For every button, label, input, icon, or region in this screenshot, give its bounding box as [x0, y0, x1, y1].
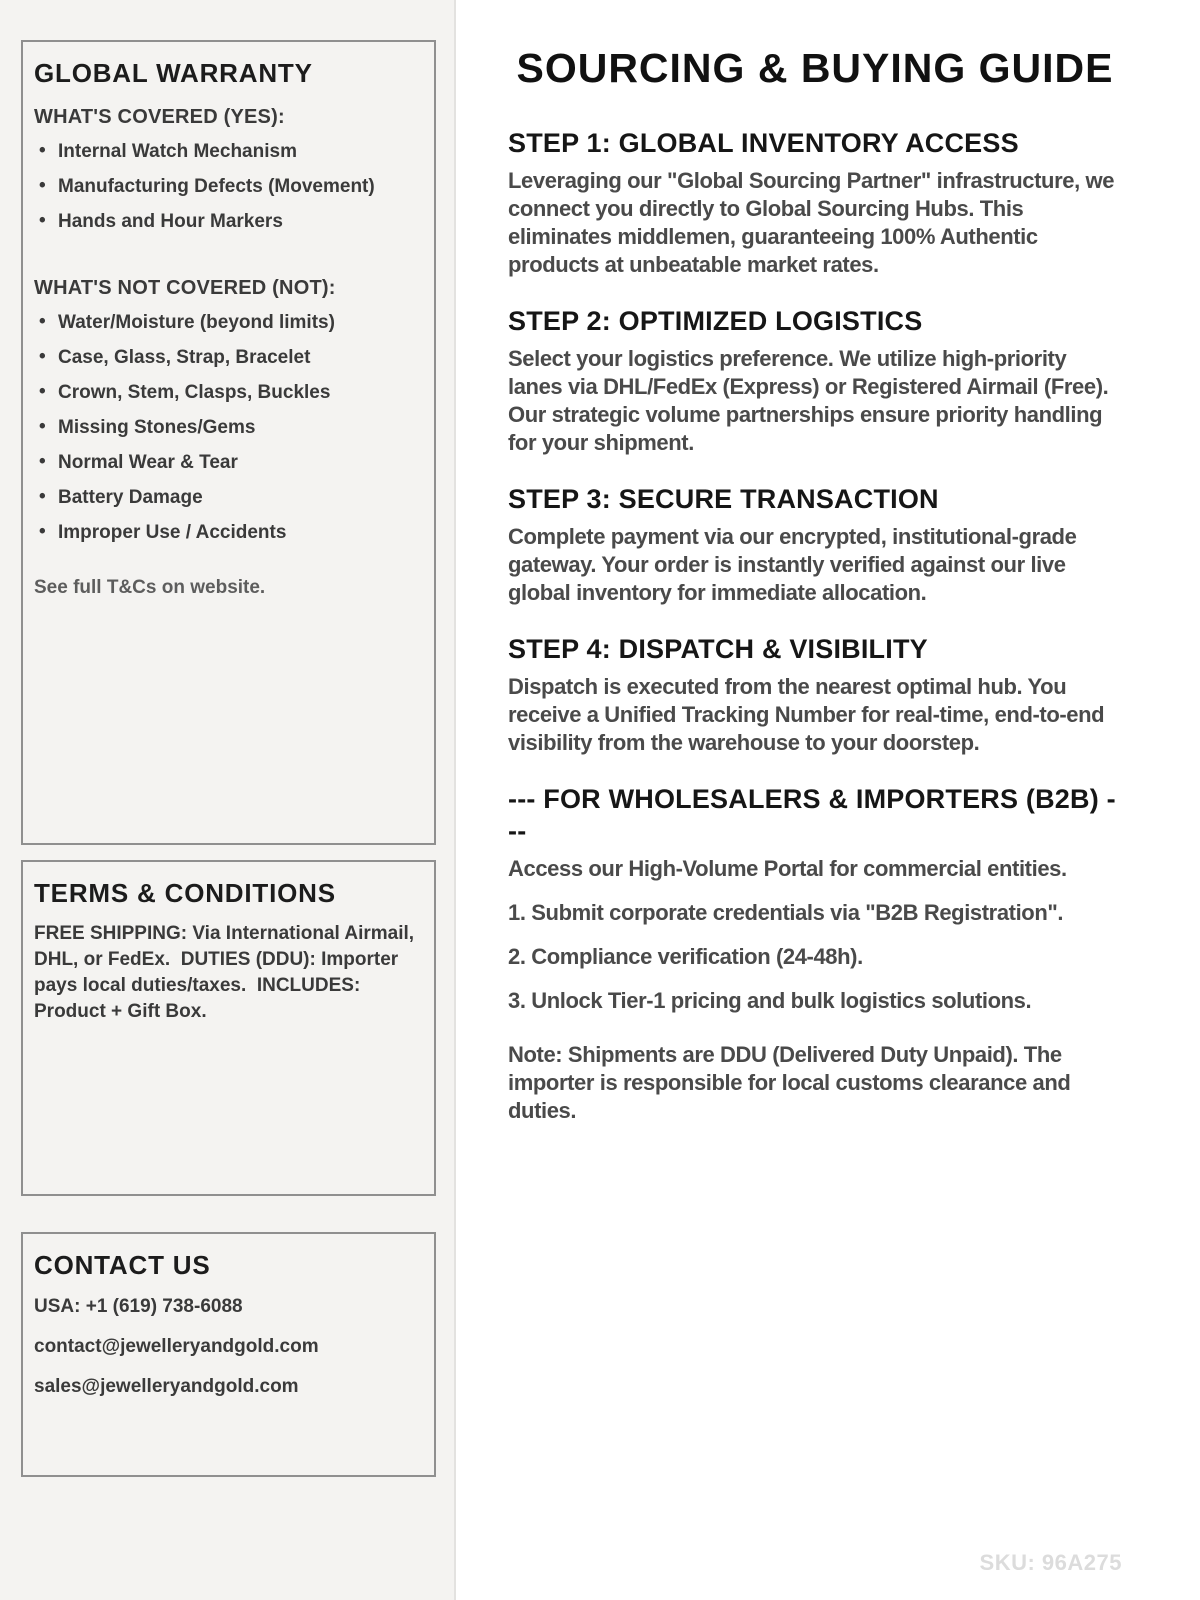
not-covered-list	[34, 312, 416, 543]
b2b-section	[508, 783, 1122, 1125]
list-item: • Hands and Hour Markers	[34, 211, 416, 232]
list-item: • Case, Glass, Strap, Bracelet	[34, 347, 416, 368]
not-covered-heading: WHAT'S NOT COVERED (NOT):	[34, 277, 336, 300]
step-3-section	[508, 483, 1122, 607]
warranty-title: GLOBAL WARRANTY	[34, 58, 313, 88]
step-2-heading: STEP 2: OPTIMIZED LOGISTICS	[508, 306, 923, 337]
contact-title: CONTACT US	[34, 1250, 211, 1280]
covered-list	[34, 141, 416, 232]
main-content	[456, 0, 1200, 1600]
b2b-intro: Access our High-Volume Portal for commercial entities.	[508, 856, 1067, 882]
step-2-body: Select your logistics preference. We utilize high-priority lanes via DHL/FedEx (Express) or Registered Airmail (Free). Our strategic volume partnerships ensure priority handling for your shipment.	[508, 346, 1109, 456]
terms-title: TERMS & CONDITIONS	[34, 878, 336, 908]
step-3-body: Complete payment via our encrypted, institutional-grade gateway. Your order is instantly verified against our live global inventory for immediate allocation.	[508, 524, 1077, 606]
step-1-section	[508, 127, 1122, 279]
contact-us-box	[21, 1232, 436, 1477]
step-2-section	[508, 305, 1122, 457]
list-item: • Water/Moisture (beyond limits)	[34, 312, 416, 333]
page-title: SOURCING & BUYING GUIDE	[516, 45, 1114, 91]
step-4-heading: STEP 4: DISPATCH & VISIBILITY	[508, 634, 928, 665]
list-item: • Internal Watch Mechanism	[34, 141, 416, 162]
list-item: • Battery Damage	[34, 487, 416, 508]
list-item: • Manufacturing Defects (Movement)	[34, 176, 416, 197]
step-3-heading: STEP 3: SECURE TRANSACTION	[508, 484, 939, 515]
b2b-heading: --- FOR WHOLESALERS & IMPORTERS (B2B) ---	[508, 784, 1116, 847]
step-1-heading: STEP 1: GLOBAL INVENTORY ACCESS	[508, 128, 1019, 159]
b2b-step-1: 1. Submit corporate credentials via "B2B Registration".	[508, 900, 1064, 926]
list-item: • Improper Use / Accidents	[34, 522, 416, 543]
b2b-step-3: 3. Unlock Tier-1 pricing and bulk logistics solutions.	[508, 988, 1032, 1014]
terms-conditions-box	[21, 860, 436, 1196]
b2b-note: Note: Shipments are DDU (Delivered Duty Unpaid). The importer is responsible for local customs clearance and duties.	[508, 1042, 1071, 1124]
terms-body: FREE SHIPPING: Via International Airmail, DHL, or FedEx. DUTIES (DDU): Importer pays local duties/taxes. INCLUDES: Product + Gift Box.	[34, 923, 420, 1023]
sku-label: SKU: 96A275	[979, 1550, 1122, 1575]
list-item: • Crown, Stem, Clasps, Buckles	[34, 382, 416, 403]
contact-phone: USA: +1 (619) 738-6088	[34, 1296, 243, 1318]
list-item: • Missing Stones/Gems	[34, 417, 416, 438]
sales-email: sales@jewelleryandgold.com	[34, 1376, 299, 1398]
step-1-body: Leveraging our "Global Sourcing Partner" infrastructure, we connect you directly to Global Sourcing Hubs. This eliminates middlemen, guaranteeing 100% Authentic products at unbeatable market rates.	[508, 168, 1115, 278]
b2b-step-2: 2. Compliance verification (24-48h).	[508, 944, 863, 970]
step-4-section	[508, 633, 1122, 757]
warranty-footnote: See full T&Cs on website.	[34, 577, 266, 599]
covered-heading: WHAT'S COVERED (YES):	[34, 106, 285, 129]
sidebar	[0, 0, 456, 1600]
global-warranty-box	[21, 40, 436, 845]
contact-email: contact@jewelleryandgold.com	[34, 1336, 319, 1358]
list-item: • Normal Wear & Tear	[34, 452, 416, 473]
step-4-body: Dispatch is executed from the nearest optimal hub. You receive a Unified Tracking Number for real-time, end-to-end visibility from the warehouse to your doorstep.	[508, 674, 1105, 756]
